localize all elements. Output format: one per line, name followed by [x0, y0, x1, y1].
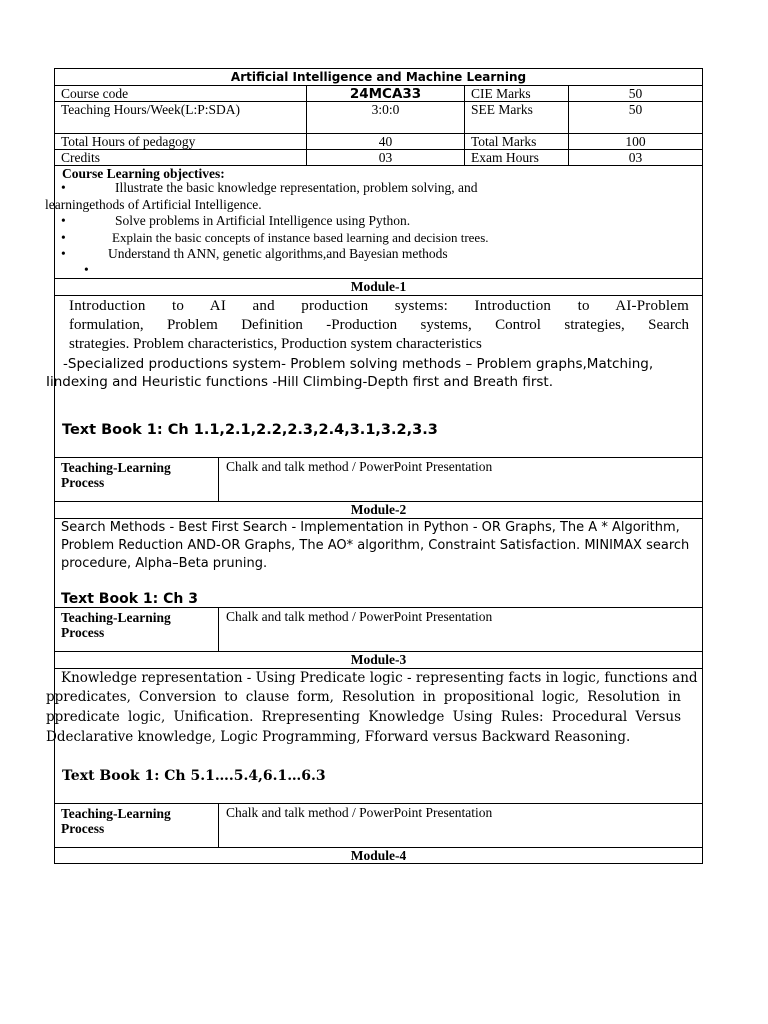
module-2-line-1: Search Methods - Best First Search - Implementation in Python - OR Graphs, The A * Algorithm,	[61, 520, 680, 535]
course-objectives	[45, 165, 703, 278]
exam-hours-value: 03	[628, 150, 643, 165]
bullet-icon: •	[61, 230, 66, 245]
course-code-value: 24MCA33	[307, 86, 465, 101]
teaching-hours-value: 3:0:0	[307, 102, 465, 133]
module-4-heading: Module-4	[54, 847, 703, 864]
credits-value: 03	[307, 150, 465, 165]
total-marks-value: 100	[625, 134, 646, 149]
teaching-learning-value: Chalk and talk method / PowerPoint Presentation	[226, 609, 493, 624]
teaching-hours-label: Teaching Hours/Week(L:P:SDA)	[55, 102, 307, 133]
module-2-line-2: Problem Reduction AND-OR Graphs, The AO* algorithm, Constraint Satisfaction. MINIMAX search	[61, 538, 690, 553]
objectives-heading: Course Learning objectives:	[62, 166, 225, 181]
exam-hours-label: Exam Hours	[465, 150, 569, 165]
total-marks-label: Total Marks	[465, 134, 569, 149]
teaching-learning-label: Teaching-Learning Process	[55, 804, 219, 847]
teaching-learning-value: Chalk and talk method / PowerPoint Presentation	[226, 805, 493, 820]
teaching-learning-value: Chalk and talk method / PowerPoint Presentation	[226, 459, 493, 474]
teaching-learning-label: Teaching-Learning Process	[55, 458, 219, 501]
module-2-teaching-learning	[54, 607, 703, 651]
module-3-line-4: Ddeclarative knowledge, Logic Programming, Fforward versus Backward Reasoning.	[46, 729, 631, 745]
module-3-line-2: ppredicates, Conversion to clause form, Resolution in propositional logic, Resolution in	[46, 689, 681, 705]
module-1-heading: Module-1	[54, 278, 703, 295]
total-hours-value: 40	[307, 134, 465, 149]
info-row-1	[54, 85, 703, 101]
info-row-2	[54, 101, 703, 133]
module-1-line-1: Introduction to AI and production systems: Introduction to AI-Problem	[69, 298, 689, 314]
see-label: SEE Marks	[465, 102, 569, 133]
cie-label: CIE Marks	[465, 86, 569, 101]
bullet-icon: •	[61, 180, 66, 195]
module-1-teaching-learning	[54, 457, 703, 501]
total-hours-label: Total Hours of pedagogy	[55, 134, 307, 149]
course-title: Artificial Intelligence and Machine Learning	[54, 68, 703, 85]
module-2-heading: Module-2	[54, 501, 703, 518]
module-3-heading: Module-3	[54, 651, 703, 668]
objective-4: Understand th ANN, genetic algorithms,and Bayesian methods	[108, 246, 448, 261]
module-3-line-3: ppredicate logic, Unification. Rrepresenting Knowledge Using Rules: Procedural Versus	[46, 709, 681, 725]
module-1-line-3: strategies. Problem characteristics, Production system characteristics	[69, 336, 482, 352]
objective-2: Solve problems in Artificial Intelligence using Python.	[115, 213, 411, 228]
see-value: 50	[628, 102, 643, 117]
module-1-textbook: Text Book 1: Ch 1.1,2.1,2.2,2.3,2.4,3.1,3.2,3.3	[62, 422, 438, 438]
module-2-textbook: Text Book 1: Ch 3	[61, 591, 198, 607]
module-2-content	[54, 518, 703, 607]
bullet-icon: •	[84, 262, 89, 277]
course-code-label: Course code	[55, 86, 307, 101]
module-2-line-3: procedure, Alpha–Beta pruning.	[61, 556, 268, 571]
objective-3: Explain the basic concepts of instance based learning and decision trees.	[112, 230, 489, 245]
module-3-teaching-learning	[54, 803, 703, 847]
module-3-textbook: Text Book 1: Ch 5.1….5.4,6.1…6.3	[62, 768, 326, 784]
info-row-3	[54, 133, 703, 149]
module-1-line-2: formulation, Problem Definition -Production systems, Control strategies, Search	[69, 317, 689, 333]
module-3-content	[46, 668, 703, 803]
cie-value: 50	[628, 86, 643, 101]
teaching-learning-label: Teaching-Learning Process	[55, 608, 219, 651]
info-row-4	[54, 149, 703, 165]
bullet-icon: •	[61, 213, 66, 228]
credits-label: Credits	[55, 150, 307, 165]
syllabus-document	[45, 68, 703, 864]
module-1-line-4: -Specialized productions system- Problem solving methods – Problem graphs,Matching,	[63, 356, 654, 372]
module-1-line-5: Iindexing and Heuristic functions -Hill Climbing-Depth first and Breath first.	[46, 374, 553, 390]
objective-1a: Illustrate the basic knowledge representation, problem solving, and	[115, 180, 478, 195]
objective-1b: learningethods of Artificial Intelligence.	[45, 197, 262, 212]
bullet-icon: •	[61, 246, 66, 261]
module-1-content	[46, 295, 703, 457]
module-3-line-1: Knowledge representation - Using Predicate logic - representing facts in logic, functions and	[61, 670, 698, 686]
